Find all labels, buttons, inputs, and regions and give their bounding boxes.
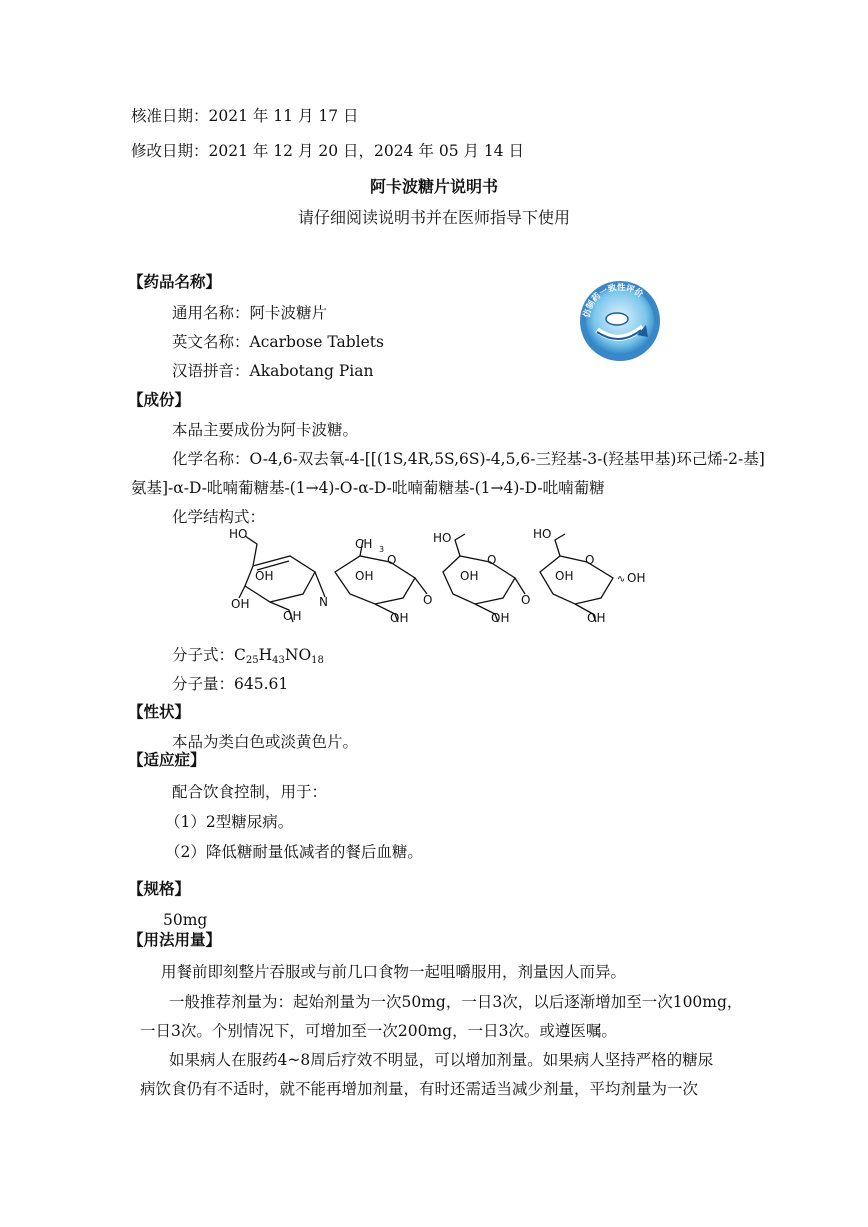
label-ch3-sub: 3	[379, 545, 385, 554]
formula-c-count: 25	[245, 655, 259, 666]
label-o-link1: O	[423, 593, 433, 607]
label-oh-7: OH	[491, 611, 510, 625]
label-oh-4: OH	[355, 569, 374, 583]
label-oh-5: OH	[390, 611, 409, 625]
label-o-ring2: O	[387, 553, 397, 567]
label-wavy: ∿	[617, 574, 626, 585]
label-oh-2: OH	[231, 597, 250, 611]
section-heading-name: 【药品名称】	[128, 272, 222, 291]
composition-main: 本品主要成份为阿卡波糖。	[172, 421, 359, 439]
formula-label: 分子式：	[172, 646, 235, 664]
chemical-name-line1: 化学名称：O-4,6-双去氧-4-[[(1S,4R,5S,6S)-4,5,6-三羟基-3-(羟基甲基)环己烯-2-基]	[172, 450, 765, 468]
indication-item-2: （2）降低糖耐量低减者的餐后血糖。	[165, 843, 423, 861]
dosage-para-3-line1: 如果病人在服药4~8周后疗效不明显，可以增加剂量。如果病人坚持严格的糖尿	[169, 1051, 714, 1069]
formula-h-count: 43	[272, 655, 285, 666]
formula-no: NO	[284, 646, 312, 664]
acarbose-structure	[215, 522, 665, 632]
dosage-para-2-line2: 一日3次。个别情况下，可增加至一次200mg，一日3次。或遵医嘱。	[140, 1022, 617, 1040]
spec-value: 50mg	[163, 911, 208, 929]
label-oh-6: OH	[460, 569, 479, 583]
dosage-para-2-line1: 一般推荐剂量为：起始剂量为一次50mg，一日3次，以后逐渐增加至一次100mg，	[169, 993, 743, 1011]
approval-date: 核准日期：2021 年 11 月 17 日	[131, 107, 359, 125]
formula-o-count: 18	[311, 655, 324, 666]
label-oh-3: OH	[283, 609, 302, 623]
formula-h: H	[258, 646, 273, 664]
label-oh-8: OH	[555, 569, 574, 583]
label-ho-1: HO	[229, 527, 248, 541]
molecular-formula	[172, 645, 324, 665]
label-n: N	[319, 595, 328, 609]
formula-c: C	[234, 646, 246, 664]
structure-label: 化学结构式：	[172, 508, 266, 526]
document-subtitle: 请仔细阅读说明书并在医师指导下使用	[297, 208, 570, 227]
indications-intro: 配合饮食控制，用于：	[172, 783, 328, 801]
logo-text: 仿制药一致性评价	[582, 282, 645, 319]
section-heading-spec: 【规格】	[128, 879, 191, 898]
document-title: 阿卡波糖片说明书	[369, 177, 498, 196]
description-text: 本品为类白色或淡黄色片。	[172, 733, 359, 751]
dosage-para-1: 用餐前即刻整片吞服或与前几口食物一起咀嚼服用，剂量因人而异。	[161, 963, 627, 981]
section-heading-composition: 【成份】	[128, 390, 191, 409]
label-o-ring3: O	[487, 553, 497, 567]
section-heading-dosage: 【用法用量】	[128, 930, 222, 949]
label-ch3: CH	[355, 537, 373, 551]
english-name: 英文名称：Acarbose Tablets	[172, 333, 384, 351]
molecular-weight: 分子量：645.61	[172, 675, 289, 693]
pinyin-name: 汉语拼音：Akabotang Pian	[172, 362, 374, 380]
label-oh-9: OH	[627, 571, 646, 585]
section-heading-indications: 【适应症】	[128, 750, 206, 769]
label-o-ring4: O	[585, 553, 595, 567]
generic-name: 通用名称：阿卡波糖片	[172, 304, 328, 322]
label-oh-1: OH	[255, 569, 274, 583]
dosage-para-3-line2: 病饮食仍有不适时，就不能再增加剂量，有时还需适当减少剂量，平均剂量为一次	[140, 1080, 699, 1098]
revision-date: 修改日期：2021 年 12 月 20 日，2024 年 05 月 14 日	[131, 142, 525, 160]
label-o-link2: O	[521, 593, 531, 607]
chemical-name-line2: 氨基]-α-D-吡喃葡糖基-(1→4)-O-α-D-吡喃葡糖基-(1→4)-D-吡喃葡糖	[131, 479, 605, 497]
section-heading-description: 【性状】	[128, 702, 191, 721]
consistency-evaluation-logo	[575, 275, 665, 365]
indication-item-1: （1）2型糖尿病。	[165, 813, 294, 831]
label-ho-2: HO	[433, 531, 452, 545]
label-oh-10: OH	[587, 611, 606, 625]
label-ho-3: HO	[533, 527, 552, 541]
